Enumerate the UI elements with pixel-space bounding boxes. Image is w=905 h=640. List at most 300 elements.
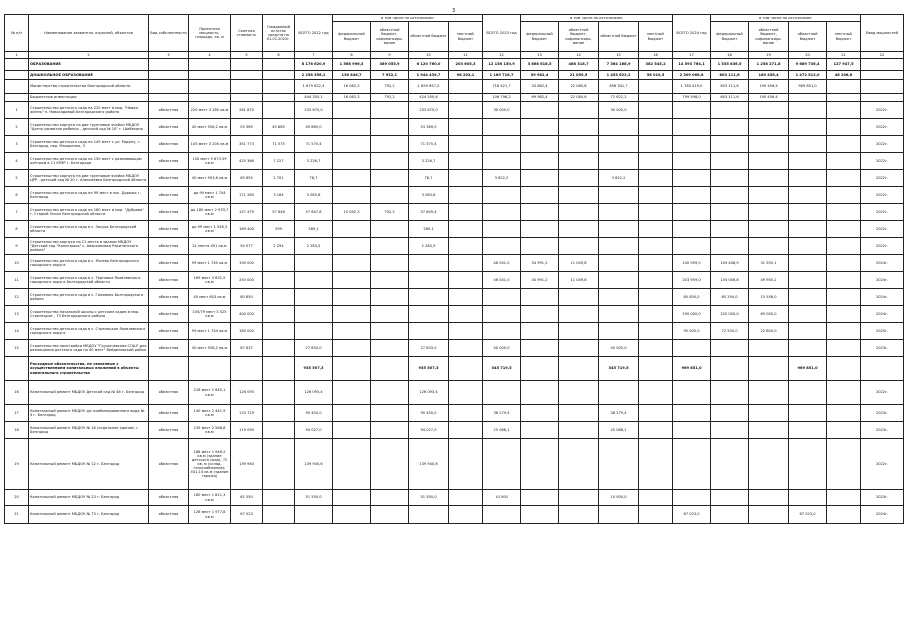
table-cell <box>711 238 749 255</box>
table-cell <box>559 405 599 422</box>
table-cell <box>521 119 559 136</box>
column-number: 10 <box>409 52 449 59</box>
table-cell <box>263 340 295 357</box>
table-cell: 7 <box>5 204 29 221</box>
table-cell: 56 010,5 <box>639 71 673 80</box>
table-cell <box>749 238 789 255</box>
table-cell <box>371 119 409 136</box>
table-cell <box>599 204 639 221</box>
table-cell: 2024г. <box>861 289 904 306</box>
table-cell <box>639 221 673 238</box>
table-cell <box>333 255 371 272</box>
table-cell <box>231 71 263 80</box>
table-cell <box>333 323 371 340</box>
table-cell <box>639 187 673 204</box>
table-cell <box>749 490 789 506</box>
table-row <box>5 102 904 119</box>
table-cell <box>333 506 371 524</box>
column-number: 14 <box>559 52 599 59</box>
table-cell <box>827 153 861 170</box>
table-cell: 16 062,3 <box>333 94 371 102</box>
table-cell <box>449 405 483 422</box>
table-cell: 72 200,0 <box>711 323 749 340</box>
table-cell <box>711 204 749 221</box>
table-cell <box>599 255 639 272</box>
table-cell: 14 <box>5 323 29 340</box>
table-cell: 345 719,5 <box>483 357 521 381</box>
header-total-2024: ВСЕГО 2024 год <box>673 15 711 52</box>
table-cell <box>789 323 827 340</box>
table-cell: 160 мест 1 811,3 кв.м <box>189 490 231 506</box>
table-cell <box>231 94 263 102</box>
table-cell <box>789 238 827 255</box>
table-cell <box>749 357 789 381</box>
table-cell <box>749 119 789 136</box>
header-total-2023: ВСЕГО 2023 год <box>483 15 521 52</box>
table-cell <box>861 357 904 381</box>
table-row <box>5 357 904 381</box>
table-cell <box>559 153 599 170</box>
header-group-2023: в том числе по источникам: <box>521 15 673 22</box>
table-cell <box>639 102 673 119</box>
table-cell <box>639 255 673 272</box>
table-cell <box>559 306 599 323</box>
header-group-2024: в том числе по источникам: <box>711 15 861 22</box>
table-cell: областная <box>149 204 189 221</box>
table-cell: 65 294,0 <box>711 289 749 306</box>
table-cell: 1 568 996,3 <box>333 59 371 71</box>
table-cell <box>521 490 559 506</box>
object-name-cell: Строительство детского сада в с. Терновка Яковлевского городского округа Белгородской области <box>29 272 149 289</box>
table-cell: 27 833,0 <box>409 340 449 357</box>
table-cell: 2024г. <box>861 506 904 524</box>
table-cell <box>749 506 789 524</box>
table-cell: 127 947,5 <box>827 59 861 71</box>
table-cell: 21 <box>5 506 29 524</box>
header-name: Наименование заявителя, отраслей, объектов <box>29 15 149 52</box>
table-cell <box>333 357 371 381</box>
table-row <box>5 255 904 272</box>
table-header <box>5 15 904 52</box>
table-cell <box>749 340 789 357</box>
table-cell: 100/79 мест 3 525 кв.м <box>189 306 231 323</box>
table-cell: 2 283,5 <box>295 238 333 255</box>
table-cell: 290 000,0 <box>673 306 711 323</box>
table-cell <box>559 422 599 439</box>
table-cell <box>827 422 861 439</box>
table-cell <box>711 490 749 506</box>
table-cell: областная <box>149 306 189 323</box>
table-cell: 7 227 <box>263 153 295 170</box>
table-cell <box>827 255 861 272</box>
object-name-cell: Строительство детского сада в с. Засуха Белгородской области <box>29 221 149 238</box>
table-cell <box>711 422 749 439</box>
column-number: 16 <box>639 52 673 59</box>
table-cell: 14 593 764,1 <box>673 59 711 71</box>
table-cell: 2 294 <box>263 238 295 255</box>
table-cell <box>749 221 789 238</box>
table-cell <box>559 136 599 153</box>
table-cell: 389 055,9 <box>371 59 409 71</box>
table-cell <box>861 71 904 80</box>
table-cell: 80 850,0 <box>673 289 711 306</box>
table-cell <box>449 422 483 439</box>
table-cell: 51 550,0 <box>409 490 449 506</box>
table-cell: 98 202,1 <box>449 71 483 80</box>
table-cell <box>263 323 295 340</box>
table-cell: 13 <box>5 306 29 323</box>
table-cell: 49 950,2 <box>749 272 789 289</box>
table-cell <box>711 102 749 119</box>
table-cell <box>599 323 639 340</box>
column-number: 13 <box>521 52 559 59</box>
table-cell <box>861 59 904 71</box>
table-cell <box>599 506 639 524</box>
table-cell <box>483 153 521 170</box>
table-cell: 2022г. <box>861 170 904 187</box>
table-cell <box>827 136 861 153</box>
table-cell: 30 000,0 <box>599 102 639 119</box>
table-cell: 34 991,2 <box>521 272 559 289</box>
object-name-cell: ДОШКОЛЬНОЕ ОБРАЗОВАНИЕ <box>29 71 149 80</box>
table-cell <box>333 238 371 255</box>
table-cell <box>789 340 827 357</box>
table-cell <box>333 381 371 405</box>
table-row <box>5 306 904 323</box>
table-cell: 67 023 <box>231 506 263 524</box>
table-row <box>5 272 904 289</box>
table-cell <box>789 119 827 136</box>
table-cell: 2022г. <box>861 119 904 136</box>
table-cell <box>449 119 483 136</box>
table-body <box>5 52 904 524</box>
table-cell: 94 027,0 <box>295 422 333 439</box>
table-cell <box>521 102 559 119</box>
table-cell <box>827 357 861 381</box>
object-name-cell: Капитальный ремонт МБДОУ № 73 г. Белгород <box>29 506 149 524</box>
table-cell: областная <box>149 153 189 170</box>
table-cell: областная <box>149 422 189 439</box>
header-regional-cofinancing-2022: областной бюджет, софинансиро-вание <box>371 22 409 52</box>
table-cell: 133 729 <box>231 405 263 422</box>
table-cell <box>333 221 371 238</box>
table-cell <box>449 170 483 187</box>
table-row <box>5 119 904 136</box>
table-cell <box>371 238 409 255</box>
table-cell: 2022г. <box>861 381 904 405</box>
table-cell: 33 882,4 <box>521 80 559 94</box>
table-cell: 180 456,4 <box>749 71 789 80</box>
table-cell: 10 000,0 <box>599 490 639 506</box>
table-cell <box>789 255 827 272</box>
table-cell: областная <box>149 170 189 187</box>
table-cell: 72 622,2 <box>599 94 639 102</box>
table-cell <box>673 221 711 238</box>
table-cell <box>371 272 409 289</box>
table-cell: 220 мест 3 285 кв.м <box>189 102 231 119</box>
table-cell <box>639 289 673 306</box>
table-cell <box>639 306 673 323</box>
table-cell <box>295 323 333 340</box>
table-cell: 488 318,7 <box>559 59 599 71</box>
table-cell: 220 000,0 <box>711 306 749 323</box>
table-cell: 9 <box>5 238 29 255</box>
table-cell: 78,7 <box>295 170 333 187</box>
object-name-cell: Капитальный ремонт МБДОУ № 23 г. Белгород <box>29 490 149 506</box>
table-cell <box>827 306 861 323</box>
table-cell: 157 479 <box>231 204 263 221</box>
object-name-cell: Капитальный ремонт МБДОУ д/с комбинированного вида № 3 г. Белгород <box>29 405 149 422</box>
column-number: 20 <box>789 52 827 59</box>
table-cell: 154 008,8 <box>711 272 749 289</box>
table-cell: 46 041,0 <box>483 272 521 289</box>
table-cell <box>749 170 789 187</box>
table-cell <box>333 187 371 204</box>
table-cell <box>333 306 371 323</box>
table-cell <box>711 340 749 357</box>
table-cell: 792,2 <box>371 80 409 94</box>
table-cell: 6 120 760,0 <box>409 59 449 71</box>
table-cell <box>521 221 559 238</box>
table-cell: 67 837 <box>231 340 263 357</box>
table-cell <box>5 94 29 102</box>
table-cell <box>231 59 263 71</box>
object-name-cell: Строительство пристройки МБДОУ "Грушачевская СОШ" для размещения детского сада на 40 мест" Вейделевский район <box>29 340 149 357</box>
table-cell <box>449 289 483 306</box>
table-cell <box>371 306 409 323</box>
table-cell <box>599 136 639 153</box>
table-row <box>5 490 904 506</box>
table-cell: 27 833,0 <box>295 340 333 357</box>
table-cell: 119 095 <box>231 422 263 439</box>
table-cell: 22 080,8 <box>559 80 599 94</box>
table-cell: 80 850 <box>231 289 263 306</box>
table-cell: 25 068,1 <box>599 422 639 439</box>
table-cell: 31 550,1 <box>749 255 789 272</box>
table-cell <box>789 422 827 439</box>
table-cell <box>189 71 231 80</box>
table-cell: 106 796,2 <box>483 94 521 102</box>
table-cell <box>231 357 263 381</box>
table-cell <box>449 80 483 94</box>
table-cell <box>449 439 483 490</box>
table-cell <box>483 506 521 524</box>
table-cell: областная <box>149 289 189 306</box>
table-cell <box>449 204 483 221</box>
header-federal-2024: федеральный бюджет <box>711 22 749 52</box>
table-cell: 3 184 <box>263 187 295 204</box>
table-cell <box>449 102 483 119</box>
header-regional-2024: областной бюджет <box>789 22 827 52</box>
header-capacity: Проектная мощность, площадь, кв. м <box>189 15 231 52</box>
table-cell: 40 000,0 <box>599 340 639 357</box>
table-cell: 38 279,4 <box>599 405 639 422</box>
table-cell <box>449 381 483 405</box>
table-cell <box>449 506 483 524</box>
table-cell: 67 023,0 <box>673 506 711 524</box>
table-cell: 20 <box>5 490 29 506</box>
table-cell <box>189 94 231 102</box>
table-row <box>5 221 904 238</box>
table-cell: 59 982,4 <box>521 71 559 80</box>
column-number: 2 <box>29 52 149 59</box>
table-cell: 95 450,0 <box>409 405 449 422</box>
table-cell: 2022г. <box>861 187 904 204</box>
table-cell <box>409 272 449 289</box>
table-cell <box>559 102 599 119</box>
table-cell: 139 940 <box>231 439 263 490</box>
table-cell <box>371 221 409 238</box>
table-cell <box>599 272 639 289</box>
table-cell <box>559 506 599 524</box>
table-cell: 7 364 168,9 <box>599 59 639 71</box>
budget-table <box>4 14 904 524</box>
table-cell: 203 959,0 <box>673 272 711 289</box>
table-cell <box>827 323 861 340</box>
table-cell: 189 мест 3 831,5 кв.м <box>189 272 231 289</box>
table-cell: 799 598,0 <box>673 94 711 102</box>
table-cell <box>749 204 789 221</box>
header-estimated-cost: Сметная стоимость <box>231 15 263 52</box>
table-cell: 2024г. <box>861 306 904 323</box>
table-cell: 40 мест 603 кв.м <box>189 289 231 306</box>
table-cell <box>521 422 559 439</box>
table-cell: 2024г. <box>861 272 904 289</box>
table-cell <box>371 357 409 381</box>
table-cell <box>559 439 599 490</box>
table-cell <box>789 204 827 221</box>
object-name-cell: Строительство детского сада в с. Ячнево Белгородского городского округа <box>29 255 149 272</box>
table-cell <box>149 94 189 102</box>
table-cell: 2 <box>5 119 29 136</box>
table-cell: 15 <box>5 340 29 357</box>
table-cell: 3 226,7 <box>409 153 449 170</box>
table-cell <box>639 422 673 439</box>
table-cell <box>263 289 295 306</box>
table-cell <box>521 187 559 204</box>
column-number: 9 <box>371 52 409 59</box>
table-cell: 3 083,8 <box>295 187 333 204</box>
table-row <box>5 94 904 102</box>
header-capacity-commissioning: Ввод мощностей <box>861 15 904 52</box>
table-cell <box>639 490 673 506</box>
table-cell: 150 мест 5 673,59 кв.м <box>189 153 231 170</box>
table-cell <box>749 381 789 405</box>
table-cell: 3 226,7 <box>295 153 333 170</box>
table-cell: 400 000 <box>231 306 263 323</box>
table-cell <box>749 153 789 170</box>
table-cell: 250 000 <box>231 272 263 289</box>
table-cell: 69 000,0 <box>749 306 789 323</box>
table-cell <box>639 119 673 136</box>
table-cell: 40 мест 556,2 кв.м <box>189 119 231 136</box>
header-regional-2023: областной бюджет <box>599 22 639 52</box>
table-cell: 10 000 <box>483 490 521 506</box>
column-number: 22 <box>861 52 904 59</box>
table-cell: 12 <box>5 289 29 306</box>
column-number: 21 <box>827 52 861 59</box>
table-cell: 190 456,4 <box>749 80 789 94</box>
table-cell <box>789 221 827 238</box>
table-cell: 11 049,8 <box>559 255 599 272</box>
table-cell <box>711 439 749 490</box>
table-cell: до 180 мест 2 933,7 кв.м <box>189 204 231 221</box>
table-cell: 2023г. <box>861 422 904 439</box>
column-number: 3 <box>149 52 189 59</box>
table-cell <box>559 340 599 357</box>
table-cell <box>861 94 904 102</box>
table-cell: 65 855 <box>231 170 263 187</box>
table-cell <box>559 170 599 187</box>
table-cell: 71 575,4 <box>409 136 449 153</box>
column-number: 7 <box>295 52 333 59</box>
table-cell: 16 062,3 <box>333 80 371 94</box>
table-cell <box>559 187 599 204</box>
object-name-cell: Строительство начальной школы с детским садом в мкр. Стрелецкое - 73 Белгородского района <box>29 306 149 323</box>
table-cell <box>295 272 333 289</box>
table-cell: 67 023,0 <box>789 506 827 524</box>
table-cell: 1 <box>5 102 29 119</box>
table-cell <box>827 238 861 255</box>
object-name-cell: Бюджетные инвестиции <box>29 94 149 102</box>
table-cell: 2022г. <box>861 136 904 153</box>
table-cell <box>333 136 371 153</box>
table-cell: 2025г. <box>861 323 904 340</box>
table-cell <box>5 80 29 94</box>
table-cell <box>371 289 409 306</box>
table-cell: областная <box>149 102 189 119</box>
table-cell <box>827 405 861 422</box>
table-cell: 22 800,0 <box>749 323 789 340</box>
table-cell: 15 092,3 <box>333 204 371 221</box>
table-cell <box>599 119 639 136</box>
table-cell <box>673 102 711 119</box>
table-cell: до 99 мест 1 938,3 кв.м <box>189 221 231 238</box>
table-cell <box>521 306 559 323</box>
table-cell <box>263 405 295 422</box>
table-cell: 969 851,0 <box>789 357 827 381</box>
table-cell: 4 <box>5 153 29 170</box>
object-name-cell: Капитальный ремонт МБДОУ № 16 (отдельное здание) г. Белгород <box>29 422 149 439</box>
object-name-cell: Строительство детского сада на 220 мест в мкр. "Новая жизнь" п. Новосадовый Белгородского района <box>29 102 149 119</box>
table-cell <box>673 238 711 255</box>
table-cell: 171 285 <box>231 187 263 204</box>
table-cell: 138 846,7 <box>333 71 371 80</box>
table-cell: областная <box>149 187 189 204</box>
table-cell: 289,1 <box>409 221 449 238</box>
header-ownership: Вид собственности <box>149 15 189 52</box>
table-cell <box>827 272 861 289</box>
column-number-row <box>5 52 904 59</box>
table-cell <box>263 71 295 80</box>
table-cell: 425 366 <box>231 153 263 170</box>
table-cell: 8 <box>5 221 29 238</box>
table-cell <box>483 289 521 306</box>
table-cell <box>789 136 827 153</box>
table-row <box>5 238 904 255</box>
table-cell: 1 189 718,7 <box>483 71 521 80</box>
table-cell <box>827 119 861 136</box>
table-cell <box>371 187 409 204</box>
table-cell <box>711 119 749 136</box>
table-cell: 289,1 <box>295 221 333 238</box>
table-cell: 48 208,8 <box>827 71 861 80</box>
object-name-cell: ОБРАЗОВАНИЕ <box>29 59 149 71</box>
table-cell <box>711 381 749 405</box>
table-cell <box>333 422 371 439</box>
table-cell: 18 <box>5 422 29 439</box>
table-cell <box>371 490 409 506</box>
